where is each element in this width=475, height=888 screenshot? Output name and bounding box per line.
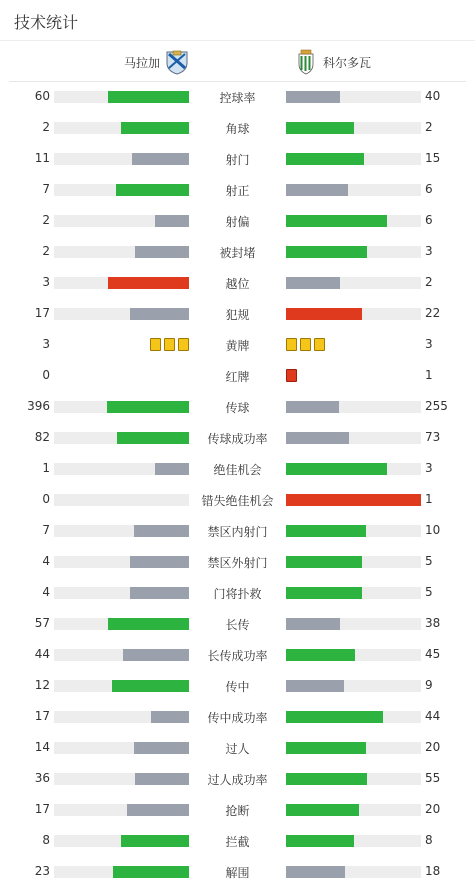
away-bar-fill (286, 773, 367, 785)
away-bar-track (286, 618, 421, 630)
away-bar-track (286, 773, 421, 785)
home-stat-value: 2 (42, 244, 50, 258)
away-stat-value: 3 (425, 337, 433, 351)
stat-name: 传中 (225, 680, 250, 694)
home-bar-track (54, 122, 189, 134)
away-stat-value: 9 (425, 678, 433, 692)
home-bar-fill (108, 618, 189, 630)
away-stat-value: 45 (425, 647, 441, 661)
away-stat-value: 20 (425, 740, 441, 754)
home-bar-track (54, 649, 189, 661)
away-bar-track (286, 153, 421, 165)
away-stat-value: 15 (425, 151, 441, 165)
away-bar-track (286, 401, 421, 413)
away-bar-fill (286, 556, 362, 568)
home-bar-track (54, 215, 189, 227)
home-bar-track (54, 711, 189, 723)
stat-name: 禁区内射门 (207, 525, 268, 539)
home-bar-track (54, 773, 189, 785)
stat-row (0, 205, 475, 236)
stat-row (0, 236, 475, 267)
home-bar-fill (112, 680, 189, 692)
home-bar-track (54, 308, 189, 320)
stat-name: 拦截 (225, 835, 250, 849)
home-bar-fill (121, 835, 189, 847)
stat-row (0, 763, 475, 794)
away-bar-track (286, 277, 421, 289)
home-bar-track (54, 277, 189, 289)
away-bar-track (286, 215, 421, 227)
away-bar-track (286, 649, 421, 661)
home-stat-value: 396 (27, 399, 50, 413)
away-cards (286, 369, 297, 382)
away-stat-value: 22 (425, 306, 441, 320)
stat-name: 门将扑救 (213, 587, 262, 601)
away-bar-track (286, 463, 421, 475)
stat-row (0, 794, 475, 825)
away-stat-value: 6 (425, 182, 433, 196)
stat-name: 绝佳机会 (213, 463, 262, 477)
home-bar-fill (121, 122, 189, 134)
yellow-card-icon (178, 338, 189, 351)
home-stat-value: 7 (42, 182, 50, 196)
away-team[interactable] (293, 49, 371, 75)
stat-row (0, 81, 475, 112)
away-bar-fill (286, 122, 354, 134)
stat-row (0, 856, 475, 887)
away-bar-fill (286, 866, 345, 878)
stat-row (0, 360, 475, 391)
away-stat-value: 5 (425, 585, 433, 599)
home-stat-value: 2 (42, 213, 50, 227)
home-bar-fill (135, 773, 189, 785)
yellow-card-icon (286, 338, 297, 351)
home-stat-value: 3 (42, 275, 50, 289)
away-stat-value: 10 (425, 523, 441, 537)
away-bar-track (286, 556, 421, 568)
away-bar-track (286, 711, 421, 723)
stat-name: 越位 (225, 277, 250, 291)
home-bar-track (54, 556, 189, 568)
home-stat-value: 23 (34, 864, 50, 878)
home-bar-track (54, 91, 189, 103)
home-bar-track (54, 525, 189, 537)
stat-name: 抢断 (225, 804, 250, 818)
home-bar-fill (132, 153, 189, 165)
away-stat-value: 2 (425, 120, 433, 134)
away-stat-value: 44 (425, 709, 441, 723)
away-stat-value: 38 (425, 616, 441, 630)
away-stat-value: 3 (425, 461, 433, 475)
stat-name: 传球 (225, 401, 250, 415)
home-bar-fill (113, 866, 189, 878)
stat-name: 犯规 (225, 308, 250, 322)
away-bar-fill (286, 742, 366, 754)
home-bar-fill (116, 184, 189, 196)
home-team[interactable] (124, 49, 190, 75)
stat-row (0, 391, 475, 422)
stat-name: 黄牌 (225, 339, 250, 353)
away-bar-fill (286, 184, 348, 196)
red-card-icon (286, 369, 297, 382)
home-stat-value: 82 (34, 430, 50, 444)
stat-row (0, 825, 475, 856)
home-stat-value: 4 (42, 554, 50, 568)
stat-row (0, 577, 475, 608)
malaga-crest-icon (164, 49, 190, 75)
away-bar-track (286, 835, 421, 847)
home-cards (150, 338, 189, 351)
away-bar-track (286, 866, 421, 878)
stat-row (0, 608, 475, 639)
away-bar-fill (286, 587, 362, 599)
home-stat-value: 17 (34, 802, 50, 816)
away-bar-track (286, 184, 421, 196)
teams-bar (9, 41, 466, 82)
home-bar-track (54, 680, 189, 692)
yellow-card-icon (300, 338, 311, 351)
away-bar-track (286, 742, 421, 754)
home-bar-fill (151, 711, 189, 723)
stat-row (0, 174, 475, 205)
home-stat-value: 3 (42, 337, 50, 351)
stat-name: 禁区外射门 (207, 556, 268, 570)
stat-row (0, 267, 475, 298)
stat-name: 被封堵 (219, 246, 256, 260)
stat-name: 射正 (225, 184, 250, 198)
home-bar-track (54, 587, 189, 599)
away-bar-track (286, 680, 421, 692)
away-stat-value: 3 (425, 244, 433, 258)
home-bar-track (54, 184, 189, 196)
home-stat-value: 17 (34, 709, 50, 723)
home-bar-fill (127, 804, 189, 816)
home-stat-value: 57 (34, 616, 50, 630)
away-bar-fill (286, 432, 349, 444)
away-bar-track (286, 587, 421, 599)
away-stat-value: 2 (425, 275, 433, 289)
stat-row (0, 143, 475, 174)
away-bar-fill (286, 91, 340, 103)
home-stat-value: 14 (34, 740, 50, 754)
home-stat-value: 4 (42, 585, 50, 599)
stat-name: 红牌 (225, 370, 250, 384)
home-bar-fill (117, 432, 189, 444)
stat-row (0, 732, 475, 763)
away-bar-fill (286, 835, 354, 847)
away-stat-value: 6 (425, 213, 433, 227)
away-bar-fill (286, 525, 366, 537)
away-bar-track (286, 525, 421, 537)
home-bar-fill (108, 277, 189, 289)
stat-name: 射偏 (225, 215, 250, 229)
away-team-name: 科尔多瓦 (323, 55, 372, 70)
home-stat-value: 36 (34, 771, 50, 785)
away-bar-track (286, 432, 421, 444)
stat-row (0, 422, 475, 453)
home-stat-value: 12 (34, 678, 50, 692)
home-bar-track (54, 463, 189, 475)
away-stat-value: 20 (425, 802, 441, 816)
home-stat-value: 60 (34, 89, 50, 103)
away-bar-fill (286, 277, 340, 289)
stat-name: 长传 (225, 618, 250, 632)
home-bar-track (54, 432, 189, 444)
away-stat-value: 255 (425, 399, 448, 413)
stat-row (0, 329, 475, 360)
home-bar-track (54, 835, 189, 847)
stat-row (0, 298, 475, 329)
away-cards (286, 338, 325, 351)
away-bar-fill (286, 308, 362, 320)
cordoba-crest-icon (293, 49, 319, 75)
away-stat-value: 40 (425, 89, 441, 103)
away-bar-track (286, 91, 421, 103)
stat-name: 传球成功率 (207, 432, 268, 446)
stat-row (0, 546, 475, 577)
away-stat-value: 1 (425, 368, 433, 382)
home-stat-value: 0 (42, 368, 50, 382)
home-bar-fill (155, 215, 189, 227)
home-stat-value: 1 (42, 461, 50, 475)
home-bar-fill (155, 463, 189, 475)
stat-name: 射门 (225, 153, 250, 167)
stat-row (0, 670, 475, 701)
away-bar-fill (286, 215, 387, 227)
stat-name: 传中成功率 (207, 711, 268, 725)
stat-row (0, 639, 475, 670)
away-bar-fill (286, 494, 421, 506)
home-bar-fill (108, 91, 189, 103)
away-bar-track (286, 246, 421, 258)
away-bar-fill (286, 463, 387, 475)
home-bar-fill (134, 525, 189, 537)
section-title: 技术统计 (14, 13, 79, 32)
away-bar-fill (286, 680, 344, 692)
home-stat-value: 7 (42, 523, 50, 537)
home-bar-track (54, 246, 189, 258)
home-bar-track (54, 401, 189, 413)
away-stat-value: 5 (425, 554, 433, 568)
home-bar-fill (107, 401, 189, 413)
home-bar-track (54, 804, 189, 816)
home-stat-value: 2 (42, 120, 50, 134)
home-bar-fill (130, 308, 189, 320)
home-bar-fill (130, 587, 189, 599)
home-bar-fill (135, 246, 189, 258)
stat-row (0, 701, 475, 732)
away-bar-fill (286, 649, 355, 661)
stat-name: 错失绝佳机会 (201, 494, 274, 508)
away-bar-fill (286, 804, 359, 816)
away-stat-value: 73 (425, 430, 441, 444)
away-bar-track (286, 804, 421, 816)
stat-row (0, 453, 475, 484)
away-stat-value: 18 (425, 864, 441, 878)
home-bar-track (54, 153, 189, 165)
yellow-card-icon (314, 338, 325, 351)
stat-name: 过人成功率 (207, 773, 268, 787)
stats-list (0, 81, 475, 887)
away-bar-fill (286, 153, 364, 165)
away-bar-track (286, 308, 421, 320)
away-stat-value: 8 (425, 833, 433, 847)
home-bar-track (54, 618, 189, 630)
home-bar-track (54, 866, 189, 878)
away-bar-fill (286, 618, 340, 630)
home-bar-fill (123, 649, 189, 661)
stat-row (0, 112, 475, 143)
stat-name: 长传成功率 (207, 649, 268, 663)
home-stat-value: 0 (42, 492, 50, 506)
home-stat-value: 8 (42, 833, 50, 847)
away-bar-fill (286, 711, 383, 723)
home-bar-track (54, 494, 189, 506)
yellow-card-icon (164, 338, 175, 351)
yellow-card-icon (150, 338, 161, 351)
home-stat-value: 17 (34, 306, 50, 320)
away-bar-track (286, 122, 421, 134)
home-team-name: 马拉加 (123, 55, 160, 70)
away-bar-track (286, 494, 421, 506)
stat-name: 控球率 (219, 91, 256, 105)
home-stat-value: 11 (34, 151, 50, 165)
home-bar-fill (134, 742, 189, 754)
home-bar-fill (130, 556, 189, 568)
away-bar-fill (286, 401, 339, 413)
away-stat-value: 1 (425, 492, 433, 506)
home-bar-track (54, 742, 189, 754)
header (0, 0, 475, 41)
stat-row (0, 484, 475, 515)
stat-name: 解围 (225, 866, 250, 880)
stat-name: 过人 (225, 742, 250, 756)
home-stat-value: 44 (34, 647, 50, 661)
stat-name: 角球 (225, 122, 250, 136)
stat-row (0, 515, 475, 546)
away-stat-value: 55 (425, 771, 441, 785)
away-bar-fill (286, 246, 367, 258)
